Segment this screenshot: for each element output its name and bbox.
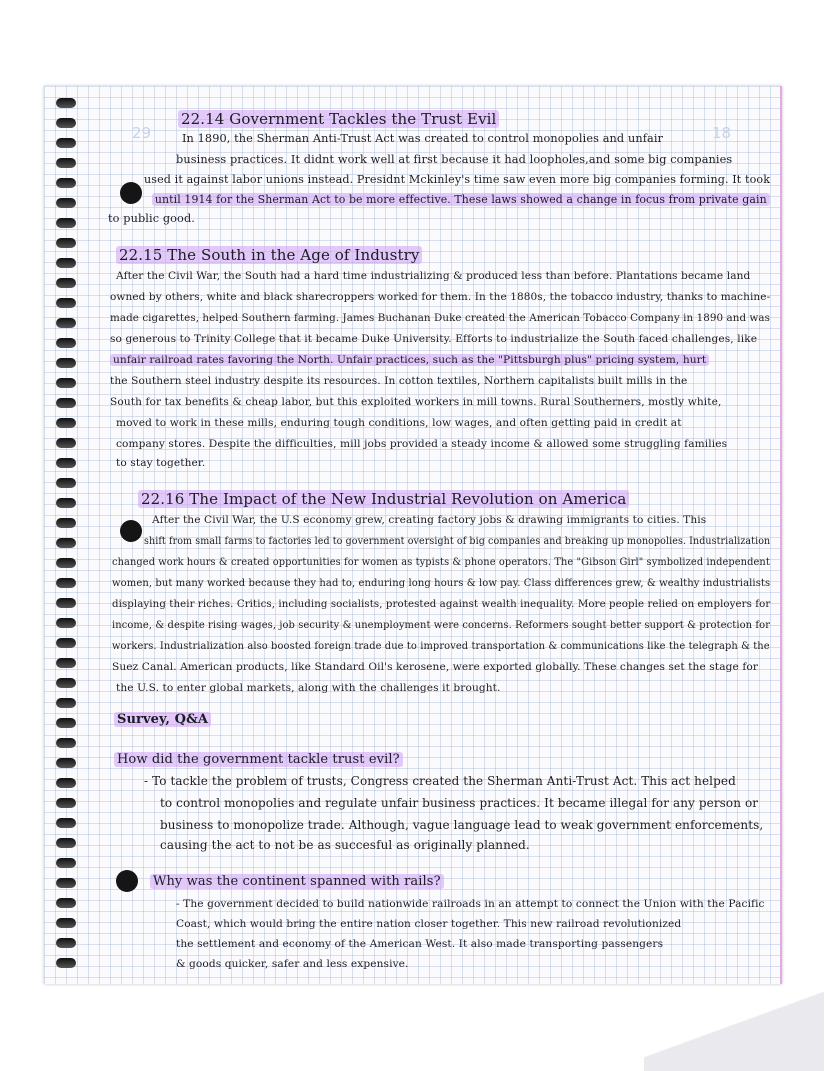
note-line: income, & despite rising wages, job security & unemployment were concerns. Reformers sought better support & protection for [112, 619, 771, 631]
section-title: 22.15 The South in the Age of Industry [116, 246, 422, 264]
note-line: so generous to Trinity College that it became Duke University. Efforts to industrialize the South faced challenges, like [110, 333, 758, 345]
note-line: made cigarettes, helped Southern farming. James Buchanan Duke created the American Tobacco Company in 1890 and was [110, 312, 771, 324]
spiral-ring [56, 458, 76, 468]
note-line: to stay together. [116, 457, 206, 469]
spiral-ring [56, 378, 76, 388]
spiral-ring [56, 718, 76, 728]
spiral-ring [56, 618, 76, 628]
spiral-ring [56, 318, 76, 328]
note-line: owned by others, white and black sharecroppers worked for them. In the 1880s, the tobacco industry, thanks to machine- [110, 291, 771, 303]
spiral-ring [56, 918, 76, 928]
spiral-ring [56, 498, 76, 508]
note-line: women, but many worked because they had to, enduring long hours & low pay. Class differences grew, & wealthy industrialists [112, 577, 771, 589]
spiral-ring [56, 878, 76, 888]
spiral-ring [56, 178, 76, 188]
page-corner-fold [644, 991, 824, 1071]
spiral-ring [56, 598, 76, 608]
spiral-ring [56, 958, 76, 968]
note-line: After the Civil War, the South had a hard time industrializing & produced less than before. Plantations became land [116, 270, 751, 282]
spiral-ring [56, 938, 76, 948]
spiral-ring [56, 238, 76, 248]
spiral-ring [56, 778, 76, 788]
answer-line: the settlement and economy of the American West. It also made transporting passengers [176, 938, 664, 950]
spiral-ring [56, 798, 76, 808]
answer-line: to control monopolies and regulate unfair business practices. It became illegal for any person or [160, 796, 759, 810]
section-title: 22.14 Government Tackles the Trust Evil [178, 110, 499, 128]
spiral-ring [56, 258, 76, 268]
spiral-ring [56, 358, 76, 368]
question: How did the government tackle trust evil? [114, 752, 403, 767]
note-line: company stores. Despite the difficulties, mill jobs provided a steady income & allowed some struggling families [116, 438, 728, 450]
spiral-ring [56, 198, 76, 208]
binder-hole [116, 870, 138, 892]
note-line: Suez Canal. American products, like Standard Oil's kerosene, were exported globally. These changes set the stage for [112, 661, 758, 673]
note-line: the U.S. to enter global markets, along with the challenges it brought. [116, 682, 501, 694]
answer-line: causing the act to not be as succesful as originally planned. [160, 838, 530, 852]
spiral-ring [56, 818, 76, 828]
spiral-ring [56, 758, 76, 768]
note-line: workers. Industrialization also boosted foreign trade due to improved transportation & communications like the telegraph & the [112, 640, 770, 652]
question: Why was the continent spanned with rails? [150, 874, 444, 889]
note-line: After the Civil War, the U.S economy grew, creating factory jobs & drawing immigrants to cities. This [152, 514, 707, 526]
spiral-ring [56, 278, 76, 288]
spiral-ring [56, 438, 76, 448]
note-line: the Southern steel industry despite its resources. In cotton textiles, Northern capitalists built mills in the [110, 375, 688, 387]
answer-line: - The government decided to build nationwide railroads in an attempt to connect the Union with the Pacific [176, 898, 765, 910]
spiral-ring [56, 338, 76, 348]
spiral-ring [56, 518, 76, 528]
spiral-ring [56, 118, 76, 128]
page-mark-right: 18 [712, 124, 732, 142]
note-line: displaying their riches. Critics, including socialists, protested against wealth inequality. More people relied on employers for [112, 598, 771, 610]
survey-heading: Survey, Q&A [114, 712, 211, 727]
spiral-ring [56, 298, 76, 308]
spiral-ring [56, 138, 76, 148]
section-title: 22.16 The Impact of the New Industrial Revolution on America [138, 490, 629, 508]
spiral-ring [56, 158, 76, 168]
note-line: moved to work in these mills, enduring tough conditions, low wages, and often getting paid in credit at [116, 417, 682, 429]
spiral-ring [56, 658, 76, 668]
spiral-ring [56, 558, 76, 568]
spiral-ring [56, 578, 76, 588]
binder-hole [120, 520, 142, 542]
note-line: South for tax benefits & cheap labor, but this exploited workers in mill towns. Rural Southerners, mostly white, [110, 396, 722, 408]
spiral-ring [56, 418, 76, 428]
answer-line: - To tackle the problem of trusts, Congress created the Sherman Anti-Trust Act. This act helped [144, 774, 736, 788]
note-line: until 1914 for the Sherman Act to be more effective. These laws showed a change in focus from private gain [152, 193, 770, 206]
page-mark-left: 29 [132, 124, 152, 142]
spiral-ring [56, 98, 76, 108]
spiral-binding [56, 92, 78, 982]
note-line: changed work hours & created opportunities for women as typists & phone operators. The "Gibson Girl" symbolized independent [112, 556, 770, 568]
spiral-ring [56, 738, 76, 748]
spiral-ring [56, 478, 76, 488]
note-line: to public good. [108, 212, 195, 225]
spiral-ring [56, 898, 76, 908]
binder-hole [120, 182, 142, 204]
spiral-ring [56, 218, 76, 228]
spiral-ring [56, 398, 76, 408]
note-line: unfair railroad rates favoring the North. Unfair practices, such as the "Pittsburgh plus" pricing system, hurt [110, 354, 709, 366]
note-line: In 1890, the Sherman Anti-Trust Act was created to control monopolies and unfair [182, 132, 664, 145]
spiral-ring [56, 858, 76, 868]
answer-line: & goods quicker, safer and less expensive. [176, 958, 409, 970]
spiral-ring [56, 678, 76, 688]
spiral-ring [56, 638, 76, 648]
spiral-ring [56, 838, 76, 848]
note-line: shift from small farms to factories led to government oversight of big companies and breaking up monopolies. Industrialization [144, 535, 771, 547]
note-line: business practices. It didnt work well at first because it had loopholes,and some big companies [176, 153, 733, 166]
spiral-ring [56, 538, 76, 548]
answer-line: Coast, which would bring the entire nation closer together. This new railroad revolutionized [176, 918, 682, 930]
answer-line: business to monopolize trade. Although, vague language lead to weak government enforcements, [160, 818, 764, 832]
spiral-ring [56, 698, 76, 708]
note-line: used it against labor unions instead. Presidnt Mckinley's time saw even more big companies forming. It took [144, 173, 771, 186]
